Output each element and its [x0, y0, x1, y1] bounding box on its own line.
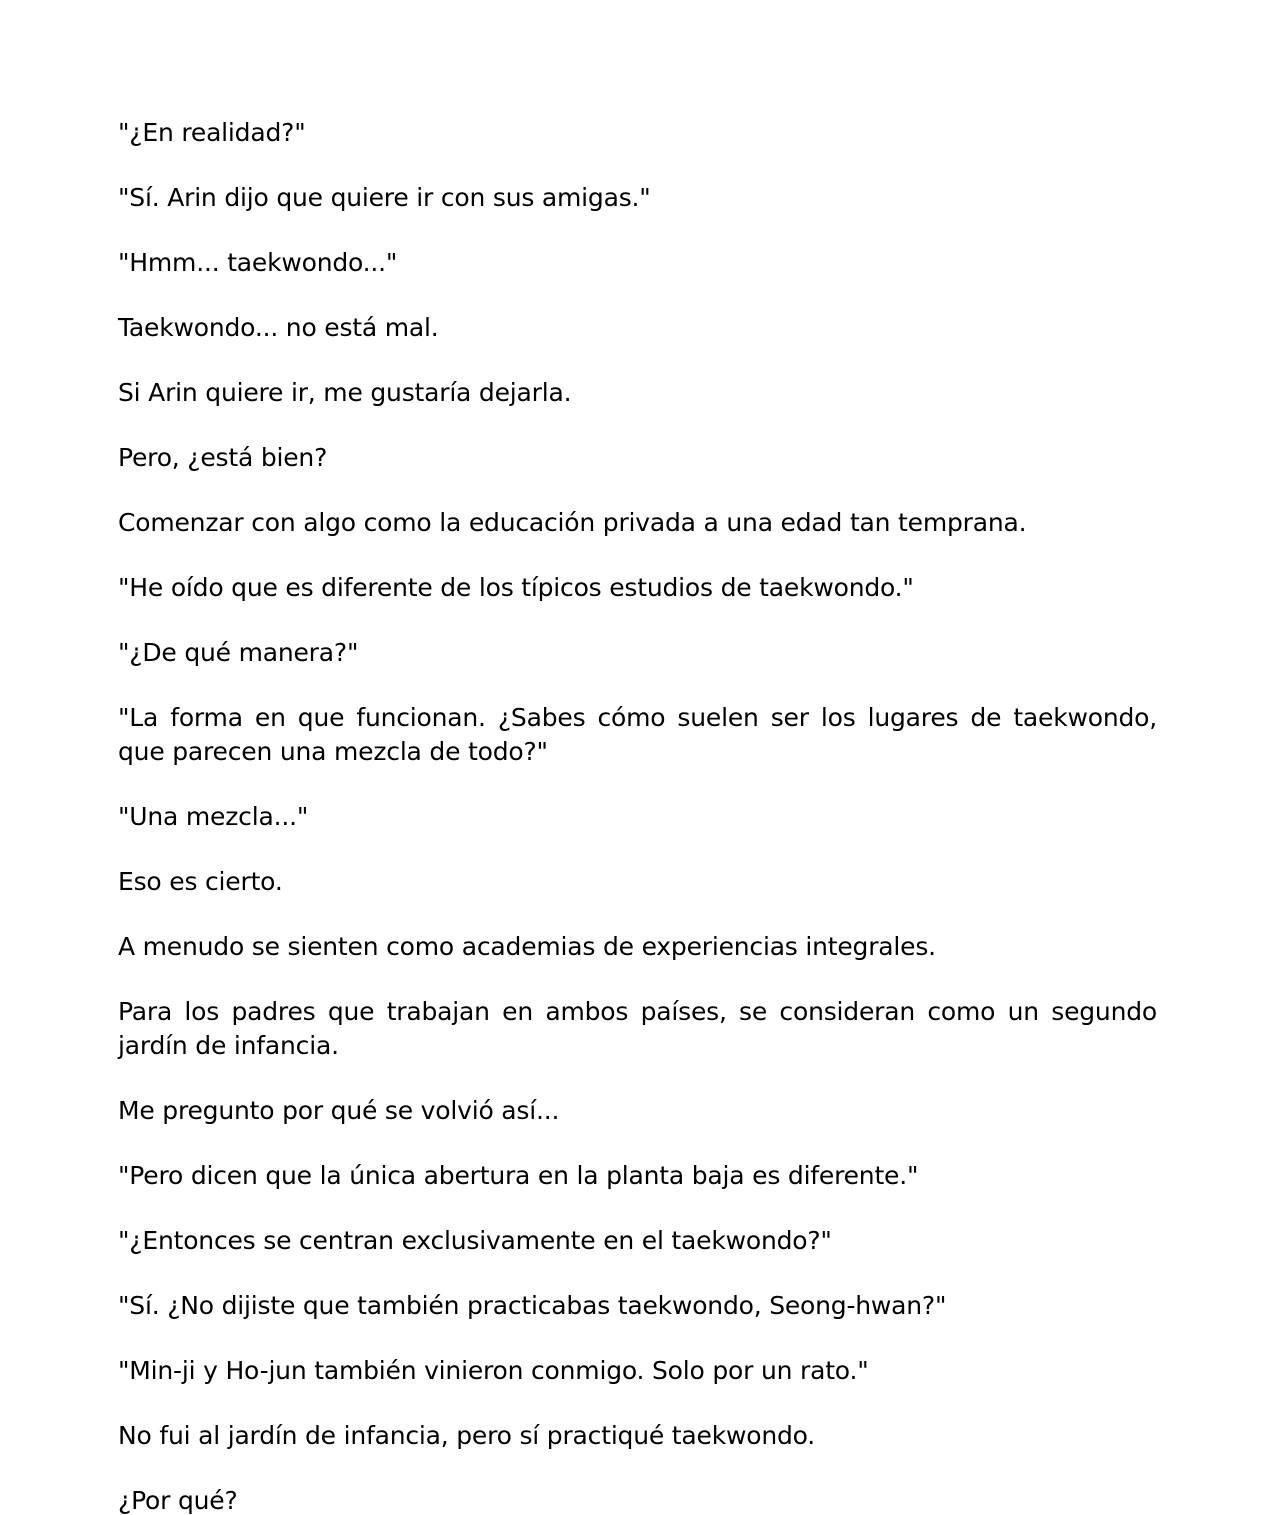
paragraph: "¿Entonces se centran exclusivamente en el taekwondo?" [118, 1226, 832, 1255]
document-body [118, 116, 1157, 1515]
paragraph: "Sí. ¿No dijiste que también practicabas taekwondo, Seong-hwan?" [118, 1291, 947, 1320]
paragraph: Si Arin quiere ir, me gustaría dejarla. [118, 378, 572, 407]
paragraph: No fui al jardín de infancia, pero sí practiqué taekwondo. [118, 1421, 816, 1450]
paragraph: "Sí. Arin dijo que quiere ir con sus amigas." [118, 183, 651, 212]
paragraph: Taekwondo... no está mal. [118, 313, 439, 342]
paragraph: ¿Por qué? [118, 1486, 238, 1515]
paragraph: Para los padres que trabajan en ambos países, se consideran como un segundo jardín de infancia. [118, 997, 1157, 1060]
paragraph: "La forma en que funcionan. ¿Sabes cómo suelen ser los lugares de taekwondo, que parecen una mezcla de todo?" [118, 703, 1157, 766]
paragraph: "¿En realidad?" [118, 118, 306, 147]
paragraph: Pero, ¿está bien? [118, 443, 328, 472]
paragraph: Me pregunto por qué se volvió así... [118, 1096, 560, 1125]
paragraph: "Hmm... taekwondo..." [118, 248, 398, 277]
paragraph: "He oído que es diferente de los típicos estudios de taekwondo." [118, 573, 914, 602]
paragraph: "Min-ji y Ho-jun también vinieron conmigo. Solo por un rato." [118, 1356, 869, 1385]
paragraph: Eso es cierto. [118, 867, 283, 896]
paragraph: A menudo se sienten como academias de experiencias integrales. [118, 932, 936, 961]
paragraph: "¿De qué manera?" [118, 638, 359, 667]
paragraph: "Pero dicen que la única abertura en la planta baja es diferente." [118, 1161, 919, 1190]
paragraph: Comenzar con algo como la educación privada a una edad tan temprana. [118, 508, 1027, 537]
paragraph: "Una mezcla..." [118, 802, 309, 831]
